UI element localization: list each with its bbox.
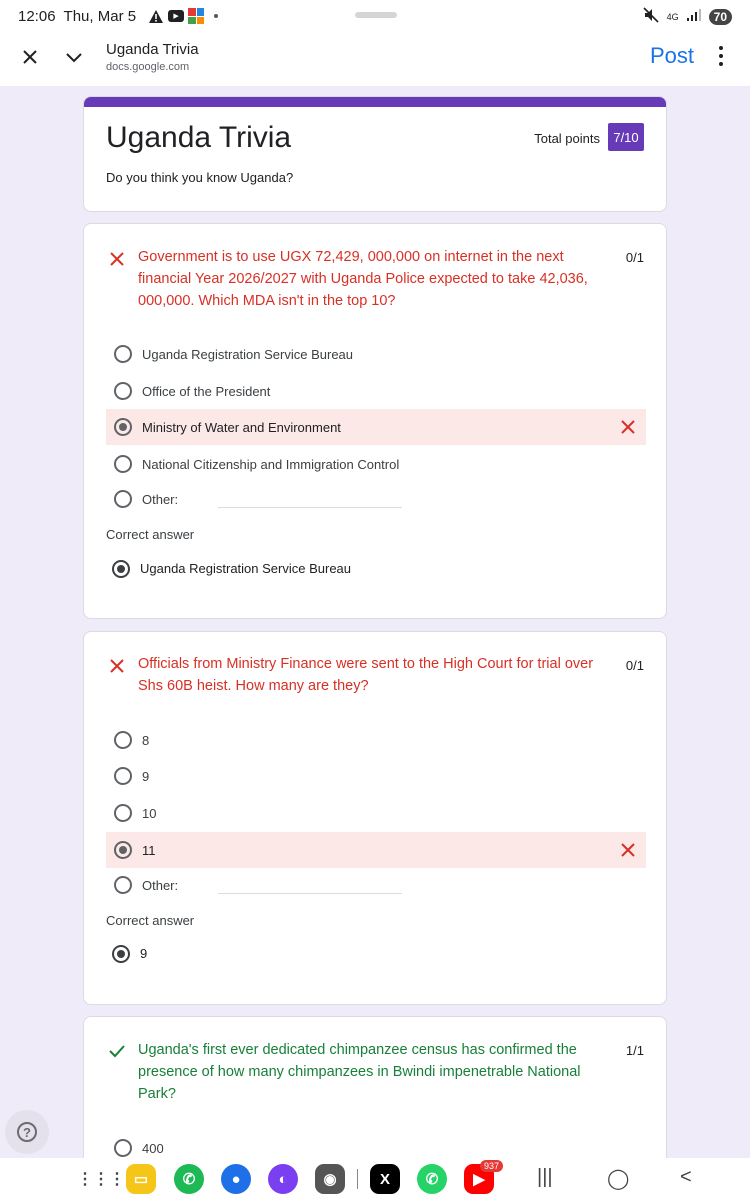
- status-date: Thu, Mar 5: [63, 7, 137, 25]
- apps-grid-icon[interactable]: ⋮⋮⋮: [77, 1171, 125, 1188]
- correct-answer-item: [106, 554, 646, 584]
- option-label: 8: [142, 732, 150, 748]
- form-header-card: [83, 96, 667, 212]
- chevron-down-icon[interactable]: [62, 45, 86, 69]
- signal-icon: [687, 9, 701, 24]
- other-input-line[interactable]: [218, 893, 402, 894]
- option-label: Ministry of Water and Environment: [142, 419, 341, 435]
- question-score: 1/1: [625, 1043, 644, 1058]
- option-label: 400: [142, 1140, 164, 1156]
- total-points-label: Total points: [534, 131, 600, 146]
- correct-answer-label: Correct answer: [106, 913, 195, 928]
- option-label: 10: [142, 805, 157, 821]
- navigation-bar: [0, 1158, 750, 1200]
- radio-button[interactable]: [114, 804, 132, 822]
- battery-indicator: 70: [709, 9, 732, 25]
- question-mark-icon: ?: [17, 1122, 37, 1142]
- option-item[interactable]: [106, 722, 646, 758]
- option-label: Other:: [142, 877, 179, 893]
- more-options-icon[interactable]: [718, 46, 724, 66]
- status-time: 12:06: [18, 7, 56, 25]
- question-text: Government is to use UGX 72,429, 000,000 on internet in the next financial Year 2026/2027 with Uganda Police expected to take 42,036, 000,000. Which MDA isn't in the top 10?: [138, 249, 588, 309]
- option-other[interactable]: [106, 481, 646, 517]
- radio-button[interactable]: [114, 345, 132, 363]
- camera-icon[interactable]: ◉: [315, 1164, 345, 1194]
- recent-apps-icon[interactable]: |||: [537, 1166, 553, 1188]
- correct-answer-text: 9: [140, 946, 148, 961]
- app-bar: [0, 32, 750, 86]
- question-score: 0/1: [625, 250, 644, 265]
- option-other[interactable]: [106, 867, 646, 903]
- close-icon[interactable]: [18, 45, 42, 69]
- browser-icon[interactable]: ◐: [268, 1164, 298, 1194]
- help-button[interactable]: [5, 1110, 49, 1154]
- correct-answer-label: Correct answer: [106, 527, 195, 542]
- option-item[interactable]: [106, 795, 646, 831]
- messages-icon[interactable]: ●: [221, 1164, 251, 1194]
- network-type-label: 4G: [666, 11, 679, 22]
- home-icon[interactable]: ◯: [607, 1168, 630, 1190]
- option-item[interactable]: [106, 758, 646, 794]
- dock-separator: [357, 1169, 358, 1189]
- post-button[interactable]: Post: [649, 43, 694, 68]
- other-input-line[interactable]: [218, 507, 402, 508]
- back-icon[interactable]: <: [680, 1166, 692, 1188]
- correct-answer-item: [106, 939, 646, 969]
- radio-button-checked: [112, 945, 130, 963]
- whatsapp-icon[interactable]: ✆: [417, 1164, 447, 1194]
- option-label: 9: [142, 768, 150, 784]
- youtube-badge: 937: [480, 1160, 503, 1172]
- page-title: Uganda Trivia: [106, 41, 199, 58]
- radio-button[interactable]: [114, 767, 132, 785]
- option-label: National Citizenship and Immigration Control: [142, 456, 400, 472]
- correct-check-icon: [108, 1042, 126, 1060]
- notes-icon[interactable]: ▭: [126, 1164, 156, 1194]
- selected-option[interactable]: [106, 409, 646, 445]
- option-label: Other:: [142, 491, 179, 507]
- option-label: 11: [142, 842, 156, 858]
- radio-button[interactable]: [114, 731, 132, 749]
- option-item[interactable]: [106, 446, 646, 482]
- warning-icon: [148, 9, 164, 23]
- question-text: Uganda's first ever dedicated chimpanzee census has confirmed the presence of how many chimpanzees in Bwindi impenetrable National Park?: [138, 1042, 581, 1102]
- radio-button-checked[interactable]: [114, 418, 132, 436]
- question-score: 0/1: [625, 658, 644, 673]
- form-accent-bar: [84, 97, 666, 107]
- drag-handle[interactable]: [355, 12, 397, 18]
- question-card: [83, 631, 667, 1005]
- more-notifications-dot: [214, 14, 218, 18]
- youtube-icon[interactable]: ▶: [464, 1164, 494, 1194]
- score-badge: 7/10: [608, 123, 644, 151]
- mute-icon: [643, 7, 659, 26]
- correct-answer-text: Uganda Registration Service Bureau: [140, 561, 352, 576]
- incorrect-icon: [108, 250, 126, 268]
- question-card: [83, 223, 667, 619]
- wrong-answer-icon: [620, 842, 636, 858]
- selected-option[interactable]: [106, 832, 646, 868]
- radio-button[interactable]: [114, 1139, 132, 1157]
- wrong-answer-icon: [620, 419, 636, 435]
- page-url: docs.google.com: [106, 61, 190, 73]
- app-notification-icon: [188, 8, 204, 24]
- incorrect-icon: [108, 657, 126, 675]
- radio-button-checked[interactable]: [114, 841, 132, 859]
- radio-button[interactable]: [114, 382, 132, 400]
- question-text: Officials from Ministry Finance were sent to the High Court for trial over Shs 60B heist. How many are they?: [138, 656, 594, 694]
- option-item[interactable]: [106, 336, 646, 372]
- form-title: Uganda Trivia: [106, 121, 292, 154]
- question-card: [83, 1016, 667, 1166]
- status-bar: [0, 0, 750, 32]
- radio-button-checked: [112, 560, 130, 578]
- form-description: Do you think you know Uganda?: [106, 170, 294, 185]
- option-label: Uganda Registration Service Bureau: [142, 346, 354, 362]
- radio-button[interactable]: [114, 455, 132, 473]
- youtube-notification-icon: ▶: [168, 10, 184, 22]
- radio-button[interactable]: [114, 490, 132, 508]
- radio-button[interactable]: [114, 876, 132, 894]
- x-icon[interactable]: X: [370, 1164, 400, 1194]
- option-label: Office of the President: [142, 383, 271, 399]
- phone-icon[interactable]: ✆: [174, 1164, 204, 1194]
- option-item[interactable]: [106, 373, 646, 409]
